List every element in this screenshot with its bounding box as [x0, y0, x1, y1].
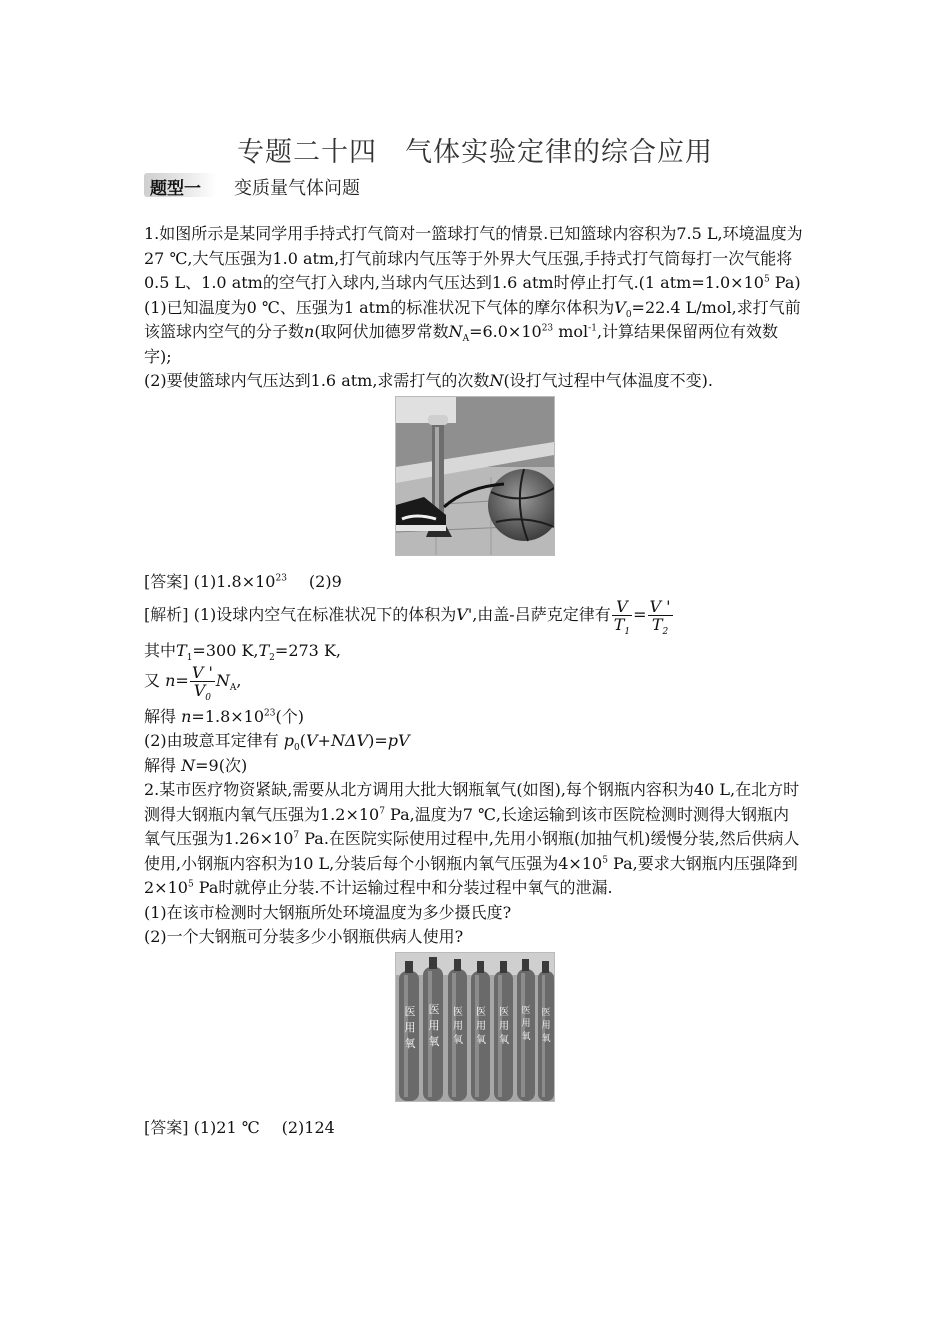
cylinder-label-char: 医 — [453, 1006, 463, 1018]
q1-analysis-line2: 其中$T_1=300$ $K,T_2=273$ K, — [144, 641, 341, 664]
cylinder-label-char: 用 — [541, 1020, 551, 1031]
fraction-vp-v0: $\frac{V '}{V_0}$ — [191, 662, 213, 703]
q1-analysis-line1: [解析] (1)设球内空气在标准状况下的体积为V',由盖-吕萨克定律有 $\frac{V}{T_1}$ = $\frac{V '}{T_2}$ — [144, 597, 671, 638]
q2-part2: (2)一个大钢瓶可分装多少小钢瓶供病人使用? — [144, 927, 464, 946]
q1-stem: 1.如图所示是某同学用手持式打气筒对一篮球打气的情景.已知篮球内容积为7.5 L,环境温度为27 ℃,大气压强为1.0 atm,打气前球内气压等于外界大气压强,手持式打气筒每打一次气能将0.5 L、1.0 atm的空气打入球内,当球内气压达到1.6 atm时停止打气.(1 $atm=1.0\times 10^5$ Pa) — [144, 224, 803, 292]
cylinder-label-char: 医 — [521, 1005, 531, 1016]
fraction-v-t1: $\frac{V}{T_1}$ — [613, 597, 631, 638]
cylinder-label-char: 医 — [404, 1004, 416, 1018]
cylinder-label-char: 医 — [499, 1006, 509, 1018]
section-title: 变质量气体问题 — [234, 178, 360, 199]
cylinder-label-char: 氧 — [499, 1034, 509, 1046]
cylinder-label-char: 氧 — [476, 1034, 486, 1046]
q2-stem: 2.某市医疗物资紧缺,需要从北方调用大批大钢瓶氧气(如图),每个钢瓶内容积为40 L,在北方时测得大钢瓶内氧气压强为$1.2\times 10^7$ Pa,温度为7 ℃,长途运输到该市医院检测时测得大钢瓶内氧气压强为$1.26\times 10^7$ Pa.在医院实际使用过程中,先用小钢瓶(加抽气机)缓慢分装,然后供病人使用,小钢瓶内容积为10 L,分装后每个小钢瓶内氧气压强为$4\times 10^5$ Pa,要求大钢瓶内压强降到$2\times 10^5$ Pa时就停止分装.不计运输过程中和分装过程中氧气的泄漏. — [144, 780, 800, 897]
cylinder-label-char: 医 — [476, 1006, 486, 1018]
cylinder-label-char: 氧 — [404, 1036, 416, 1050]
q1-analysis-line6: 解得 N=9(次) — [144, 755, 248, 775]
cylinder-label-char: 氧 — [521, 1031, 531, 1042]
q1-analysis-line4: 解得 $n=1.8\times 10^{23}$(个) — [144, 706, 304, 726]
q1-part2: (2)要使篮球内气压达到1.6 atm,求需打气的次数N(设打气过程中气体温度不变). — [144, 371, 714, 390]
q1-answer: [答案] $(1)1.8\times 10^{23}$ (2)9 — [144, 571, 342, 591]
oxygen-cylinders-photo — [395, 952, 555, 1102]
page-title: 专题二十四 气体实验定律的综合应用 — [237, 137, 713, 168]
content — [144, 222, 804, 1140]
basketball-pump-photo — [395, 396, 555, 556]
cylinder-label-char: 氧 — [428, 1034, 440, 1048]
cylinder-label-char: 用 — [404, 1020, 416, 1034]
cylinder-label-char: 用 — [476, 1020, 486, 1032]
section-tag-label: 题型一 — [150, 179, 201, 199]
section-tag — [144, 173, 216, 197]
cylinder-label-char: 用 — [428, 1018, 440, 1032]
cylinder-label-char: 用 — [453, 1020, 463, 1032]
fraction-vp-t2: $\frac{V '}{T_2}$ — [649, 597, 671, 638]
q1-analysis-line5: (2)由玻意耳定律有 $p_0(V+N\Delta V)=pV$ — [144, 731, 410, 754]
q1-analysis-line3: 又 n= $\frac{V '}{V_0}$ $N_A$, — [144, 662, 242, 703]
q1-part1: (1)已知温度为0 ℃、压强为1 atm的标准状况下气体的摩尔体积为$V_0=22.4$ L/mol,求打气前该篮球内空气的分子数n(取阿伏加德罗常数$N_A=6.0\times 10^{23}$ mol$^{-1}$,计算结果保留两位有效数字); — [144, 297, 801, 366]
cylinder-label-char: 用 — [521, 1018, 531, 1029]
cylinder-label-char: 氧 — [453, 1034, 463, 1046]
q2-answer: [答案] (1)21 ℃ (2)124 — [144, 1117, 335, 1137]
cylinder-label-char: 氧 — [541, 1033, 551, 1044]
q2-part1: (1)在该市检测时大钢瓶所处环境温度为多少摄氏度? — [144, 902, 512, 922]
cylinder-label-char: 医 — [428, 1002, 440, 1016]
cylinder-label-char: 医 — [541, 1007, 551, 1018]
cylinder-label-char: 用 — [499, 1020, 509, 1032]
